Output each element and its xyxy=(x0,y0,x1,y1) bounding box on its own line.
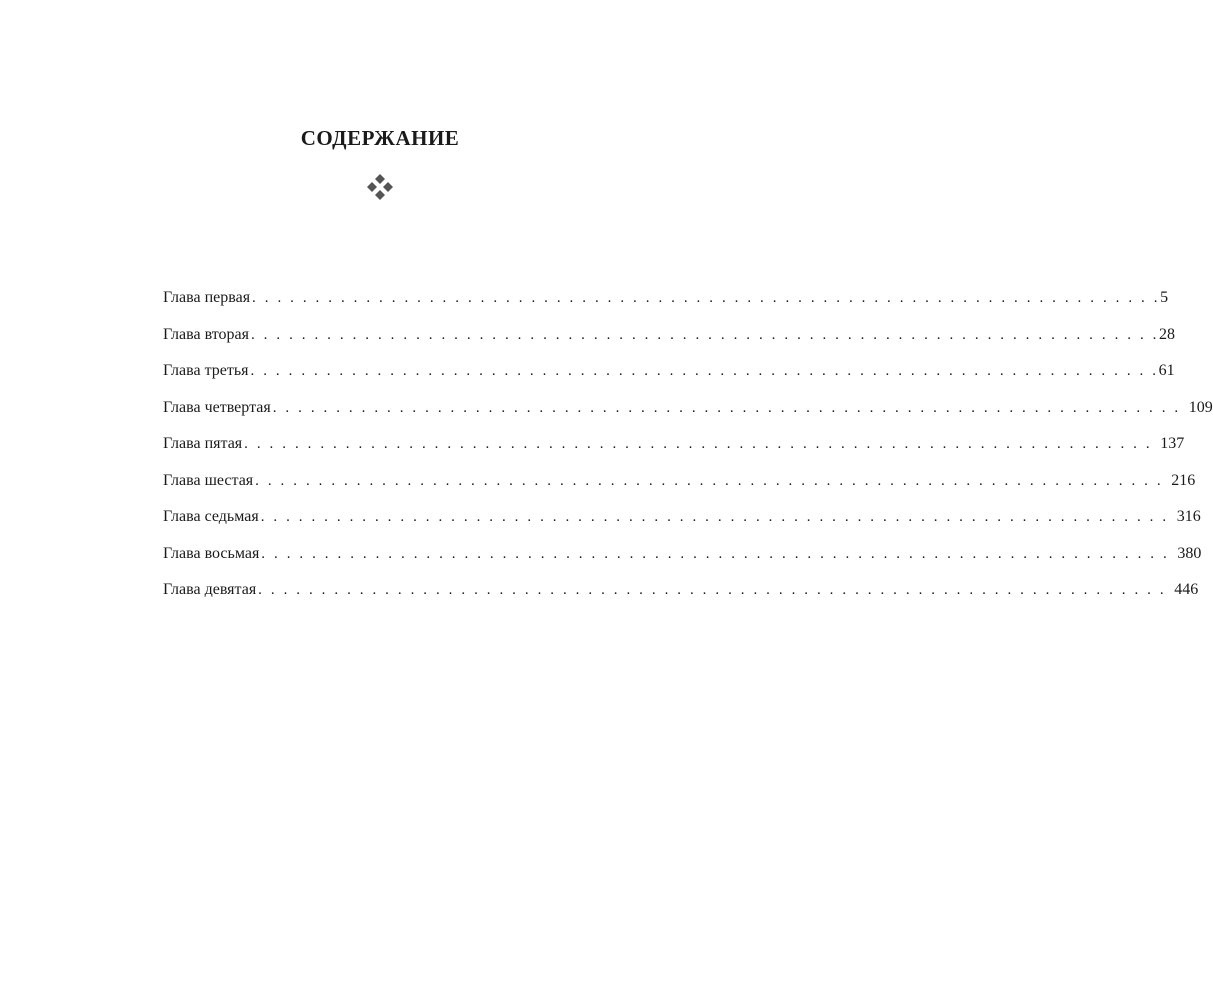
toc-entry-title: Глава первая xyxy=(163,289,251,306)
toc-entry-page: 28 xyxy=(1159,325,1176,343)
toc-entry-title: Глава шестая xyxy=(163,471,254,489)
toc-entry-title: Глава четвертая xyxy=(163,398,271,416)
toc-entry-page: 109 xyxy=(1188,398,1213,416)
toc-leader-dots: . . . . . . . . . . . . . . . . . . . . . . . . . . . . . . . . . . . . . . . . . . . . . . . . . . . . . . . . . . . . . . . . . . . . . . . . xyxy=(252,290,1161,306)
toc-entry[interactable] xyxy=(163,397,1213,434)
toc-entry-title: Глава вторая xyxy=(163,325,249,343)
toc-leader-dots: . . . . . . . . . . . . . . . . . . . . . . . . . . . . . . . . . . . . . . . . . . . . . . . . . . . . . . . . . . . . . . . . . . . . . . . . xyxy=(250,363,1159,379)
toc-leader-dots: . . . . . . . . . . . . . . . . . . . . . . . . . . . . . . . . . . . . . . . . . . . . . . . . . . . . . . . . . . . . . . . . . . . . . . . . xyxy=(255,472,1164,489)
toc-leader-dots: . . . . . . . . . . . . . . . . . . . . . . . . . . . . . . . . . . . . . . . . . . . . . . . . . . . . . . . . . . . . . . . . . . . . . . . . xyxy=(260,509,1169,525)
toc-entry-title: Глава восьмая xyxy=(163,544,260,562)
toc-entry-page: 61 xyxy=(1158,362,1175,379)
toc-leader-dots: . . . . . . . . . . . . . . . . . . . . . . . . . . . . . . . . . . . . . . . . . . . . . . . . . . . . . . . . . . . . . . . . . . . . . . . . xyxy=(250,326,1160,343)
toc-leader-dots: . . . . . . . . . . . . . . . . . . . . . . . . . . . . . . . . . . . . . . . . . . . . . . . . . . . . . . . . . . . . . . . . . . . . . . . . xyxy=(244,436,1153,452)
toc-entry-title: Глава девятая xyxy=(163,581,257,598)
toc-entry-title: Глава третья xyxy=(163,362,249,379)
toc-entry[interactable] xyxy=(163,324,1176,361)
toc-entry[interactable] xyxy=(163,470,1196,507)
toc-entry[interactable] xyxy=(163,433,1185,470)
toc-entry-page: 380 xyxy=(1177,544,1202,562)
toc-leader-dots: . . . . . . . . . . . . . . . . . . . . . . . . . . . . . . . . . . . . . . . . . . . . . . . . . . . . . . . . . . . . . . . . . . . . . . . . xyxy=(261,545,1170,562)
toc-entry-title: Глава пятая xyxy=(163,435,243,452)
four-diamond-ornament-icon xyxy=(366,173,394,201)
toc-entry-page: 5 xyxy=(1160,289,1169,306)
toc-entry[interactable] xyxy=(163,506,1201,543)
page-title: СОДЕРЖАНИЕ xyxy=(300,126,460,150)
toc-leader-dots: . . . . . . . . . . . . . . . . . . . . . . . . . . . . . . . . . . . . . . . . . . . . . . . . . . . . . . . . . . . . . . . . . . . . . . . . xyxy=(272,399,1181,416)
toc-entry-page: 316 xyxy=(1176,508,1201,525)
toc-entry-title: Глава седьмая xyxy=(163,508,259,525)
toc-leader-dots: . . . . . . . . . . . . . . . . . . . . . . . . . . . . . . . . . . . . . . . . . . . . . . . . . . . . . . . . . . . . . . . . . . . . . . . . xyxy=(258,582,1167,598)
toc-entry[interactable] xyxy=(163,287,1169,324)
toc-entry[interactable] xyxy=(163,579,1199,616)
toc-entry-page: 137 xyxy=(1160,435,1185,452)
table-of-contents xyxy=(163,287,1213,616)
toc-entry[interactable] xyxy=(163,360,1175,397)
toc-entry-page: 446 xyxy=(1174,581,1199,598)
toc-entry[interactable] xyxy=(163,543,1202,580)
toc-entry-page: 216 xyxy=(1171,471,1196,489)
